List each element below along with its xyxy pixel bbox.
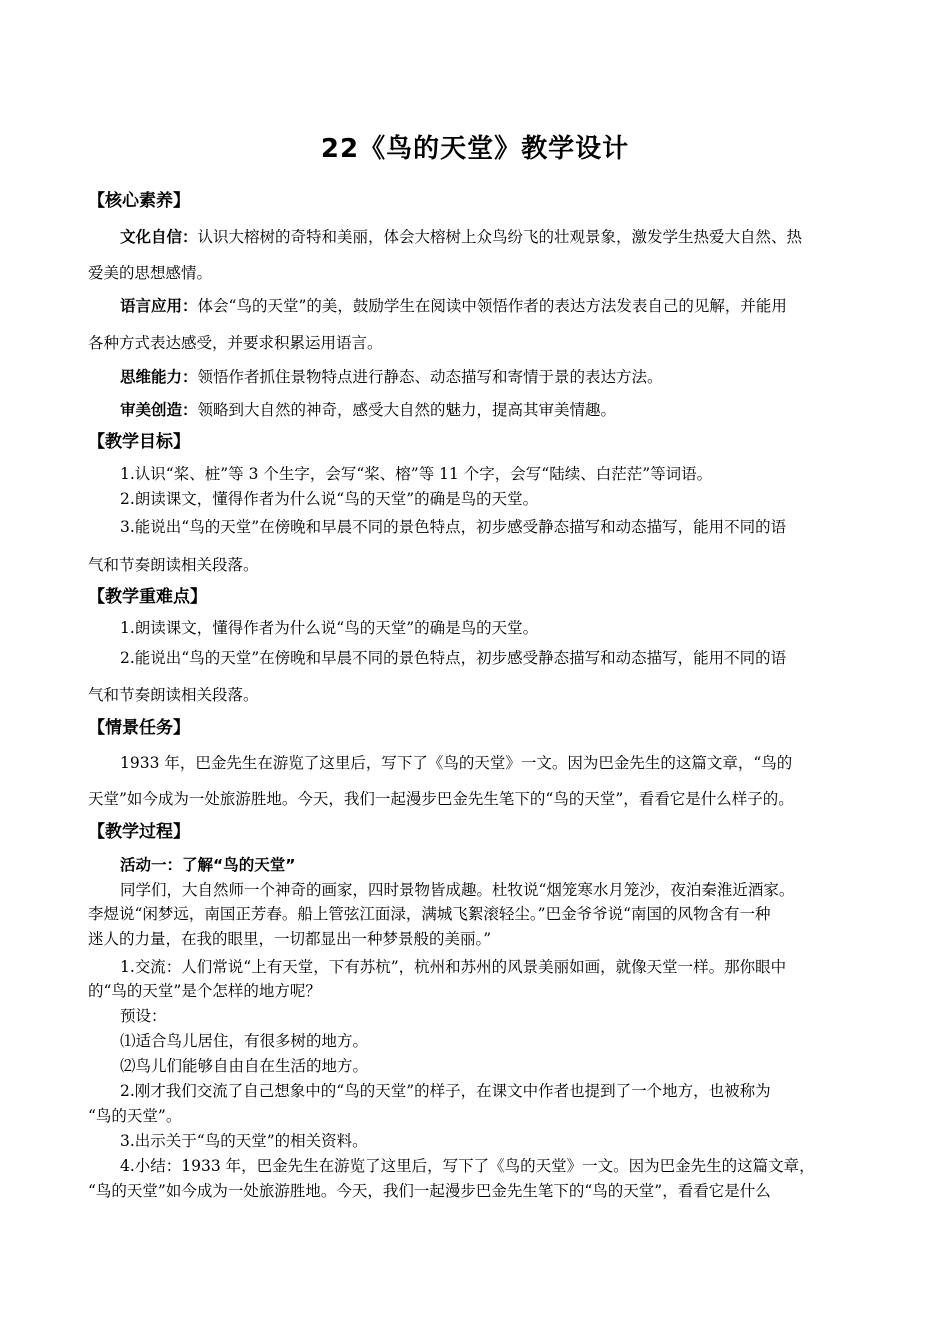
process-para4: 3.出示关于“鸟的天堂”的相关资料。 xyxy=(120,1132,368,1150)
section-heading-goals: 【教学目标】 xyxy=(88,432,190,452)
activity-1-heading: 活动一：了解“鸟的天堂” xyxy=(120,856,296,874)
process-para5-line1: 4.小结：1933 年，巴金先生在游览了这里后，写下了《鸟的天堂》一文。因为巴金先生的这篇文章， xyxy=(120,1157,815,1175)
process-para3-line1: 2.刚才我们交流了自己想象中的“鸟的天堂”的样子，在课文中作者也提到了一个地方，也被称为 xyxy=(120,1082,771,1100)
thinking-text: 领悟作者抓住景物特点进行静态、动态描写和寄情于景的表达方法。 xyxy=(197,368,663,386)
process-para1-line3: 迷人的力量，在我的眼里，一切都显出一种梦景般的美丽。” xyxy=(88,930,492,948)
process-para1-line1: 同学们，大自然师一个神奇的画家，四时景物皆成趣。杜牧说“烟笼寒水月笼沙，夜泊秦淮近酒家。 xyxy=(120,881,795,899)
aesthetic-label: 审美创造： xyxy=(120,401,198,419)
section-heading-keypoints: 【教学重难点】 xyxy=(88,587,207,607)
core-culture-line2: 爱美的思想感情。 xyxy=(88,264,213,282)
process-para2-line1: 1.交流：人们常说“上有天堂，下有苏杭”，杭州和苏州的风景美丽如画，就像天堂一样。那你眼中 xyxy=(120,958,787,976)
preset-label: 预设： xyxy=(120,1007,167,1025)
core-culture-line1 xyxy=(120,226,802,248)
aesthetic-text: 领略到大自然的神奇，感受大自然的魅力，提高其审美情趣。 xyxy=(197,401,617,419)
process-para5-line2: “鸟的天堂”如今成为一处旅游胜地。今天，我们一起漫步巴金先生笔下的“鸟的天堂”，看看它是什么 xyxy=(88,1182,771,1200)
keypoint-2-line1: 2.能说出“鸟的天堂”在傍晚和早晨不同的景色特点，初步感受静态描写和动态描写，能用不同的语 xyxy=(120,649,787,667)
core-language-line2: 各种方式表达感受，并要求积累运用语言。 xyxy=(88,334,383,352)
goal-3-line2: 气和节奏朗读相关段落。 xyxy=(88,556,259,574)
goal-1: 1.认识“桨、桩”等 3 个生字，会写“桨、榕”等 11 个字，会写“陆续、白茫茫”等词语。 xyxy=(120,465,713,483)
language-label: 语言应用： xyxy=(120,297,198,315)
section-heading-scenario: 【情景任务】 xyxy=(88,718,190,738)
culture-label: 文化自信： xyxy=(120,228,198,246)
section-heading-core: 【核心素养】 xyxy=(88,191,190,211)
preset-item-1: ⑴适合鸟儿居住，有很多树的地方。 xyxy=(120,1032,369,1050)
keypoint-2-line2: 气和节奏朗读相关段落。 xyxy=(88,686,259,704)
scenario-line2: 天堂”如今成为一处旅游胜地。今天，我们一起漫步巴金先生笔下的“鸟的天堂”，看看它是什么样子的。 xyxy=(88,790,794,808)
culture-text: 认识大榕树的奇特和美丽，体会大榕树上众鸟纷飞的壮观景象，激发学生热爱大自然、热 xyxy=(197,228,803,246)
core-language-line1 xyxy=(120,295,787,317)
process-para2-line2: 的“鸟的天堂”是个怎样的地方呢？ xyxy=(88,982,321,1000)
language-text: 体会“鸟的天堂”的美，鼓励学生在阅读中领悟作者的表达方法发表自己的见解，并能用 xyxy=(197,297,787,315)
process-para1-line2: 李煜说“闲梦远，南国正芳春。船上管弦江面渌，满城飞絮滚轻尘。”巴金爷爷说“南国的风物含有一种 xyxy=(88,905,771,923)
keypoint-1: 1.朗读课文，懂得作者为什么说“鸟的天堂”的确是鸟的天堂。 xyxy=(120,619,539,637)
page-title: 22《鸟的天堂》教学设计 xyxy=(320,134,630,164)
core-thinking-line xyxy=(120,366,663,388)
thinking-label: 思维能力： xyxy=(120,368,198,386)
goal-3-line1: 3.能说出“鸟的天堂”在傍晚和早晨不同的景色特点，初步感受静态描写和动态描写，能用不同的语 xyxy=(120,518,787,536)
scenario-line1: 1933 年，巴金先生在游览了这里后，写下了《鸟的天堂》一文。因为巴金先生的这篇文章，“鸟的 xyxy=(120,754,793,772)
core-aesthetic-line xyxy=(120,399,616,421)
section-heading-process: 【教学过程】 xyxy=(88,822,190,842)
preset-item-2: ⑵鸟儿们能够自由自在生活的地方。 xyxy=(120,1057,369,1075)
process-para3-line2: “鸟的天堂”。 xyxy=(88,1107,182,1125)
goal-2: 2.朗读课文，懂得作者为什么说“鸟的天堂”的确是鸟的天堂。 xyxy=(120,490,539,508)
